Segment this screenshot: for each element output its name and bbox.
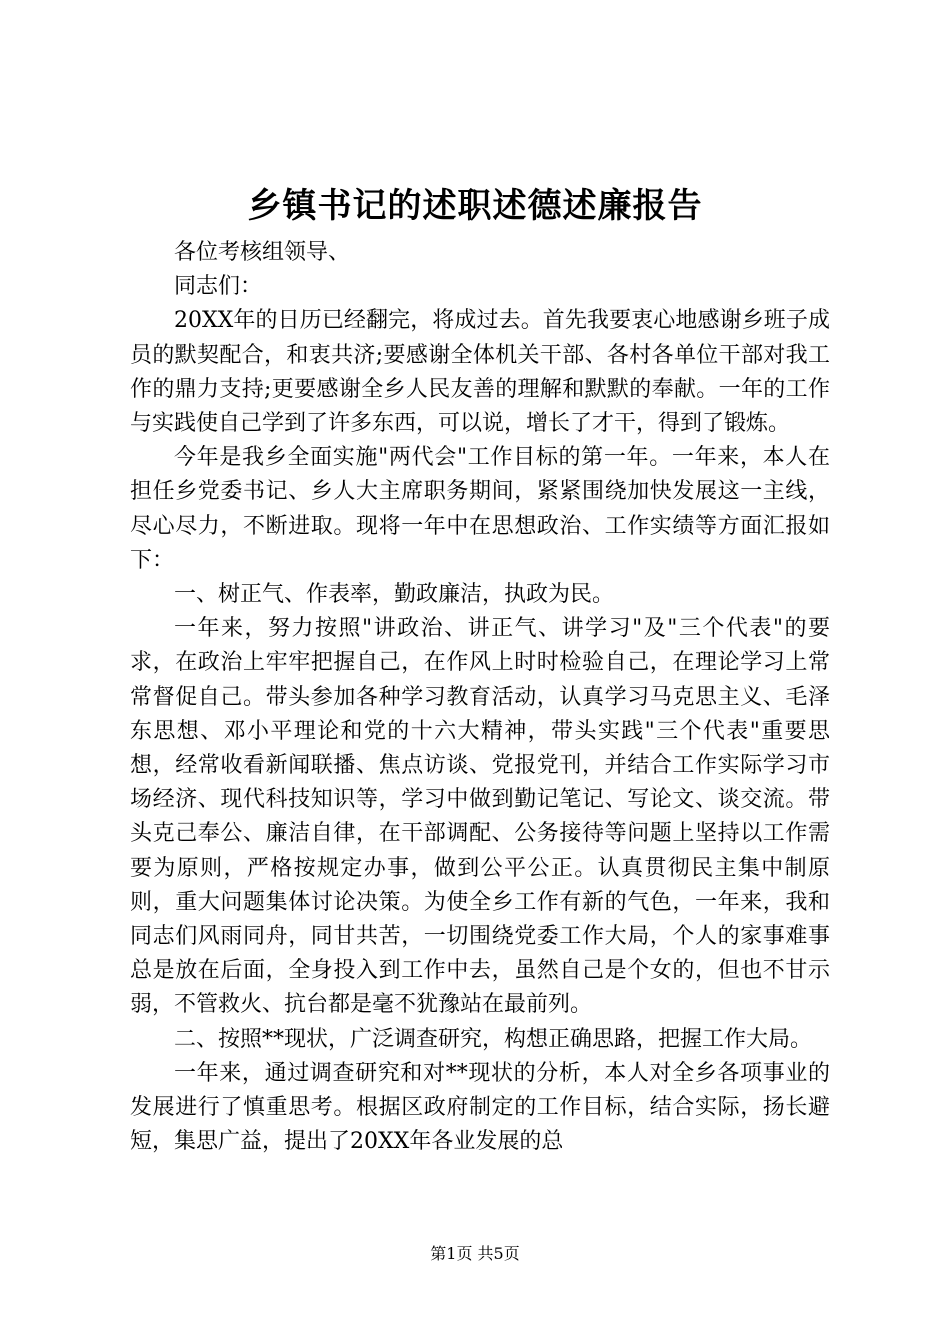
section-heading-2: 二、按照**现状，广泛调查研究，构想正确思路，把握工作大局。 xyxy=(174,1026,813,1052)
document-body xyxy=(130,236,830,1159)
page-number-footer: 第1页 共5页 xyxy=(430,1244,520,1263)
salutation-line-2: 同志们： xyxy=(174,274,263,300)
paragraph-section-2: 一年来，通过调查研究和对**现状的分析，本人对全乡各项事业的发展进行了慎重思考。根据区政府制定的工作目标，结合实际，扬长避短，集思广益，提出了20XX年各业发展的总 xyxy=(130,1060,830,1155)
salutation-line-1: 各位考核组领导、 xyxy=(174,240,351,265)
paragraph-overview: 今年是我乡全面实施"两代会"工作目标的第一年。一年来，本人在担任乡党委书记、乡人大主席职务期间，紧紧围绕加快发展这一主线，尽心尽力，不断进取。现将一年中在思想政治、工作实绩等方面汇报如下： xyxy=(130,445,830,573)
paragraph-section-1: 一年来，努力按照"讲政治、讲正气、讲学习"及"三个代表"的要求，在政治上牢牢把握自己，在作风上时时检验自己，在理论学习上常常督促自己。带头参加各种学习教育活动，认真学习马克思主义、毛泽东思想、邓小平理论和党的十六大精神，带头实践"三个代表"重要思想，经常收看新闻联播、焦点访谈、党报党刊，并结合工作实际学习市场经济、现代科技知识等，学习中做到勤记笔记、写论文、谈交流。带头克己奉公、廉洁自律，在干部调配、公务接待等问题上坚持以工作需要为原则，严格按规定办事，做到公平公正。认真贯彻民主集中制原则，重大问题集体讨论决策。为使全乡工作有新的气色，一年来，我和同志们风雨同舟，同甘共苦，一切围绕党委工作大局，个人的家事难事总是放在后面，全身投入到工作中去，虽然自己是个女的，但也不甘示弱，不管救火、抗台都是毫不犹豫站在最前列。 xyxy=(130,616,830,1018)
document-title: 乡镇书记的述职述德述廉报告 xyxy=(247,186,703,226)
section-heading-1: 一、树正气、作表率，勤政廉洁，执政为民。 xyxy=(174,582,615,608)
paragraph-intro: 20XX年的日历已经翻完，将成过去。首先我要衷心地感谢乡班子成员的默契配合，和衷共济;要感谢全体机关干部、各村各单位干部对我工作的鼎力支持;更要感谢全乡人民友善的理解和默默的奉献。一年的工作与实践使自己学到了许多东西，可以说，增长了才干，得到了锻炼。 xyxy=(130,308,830,437)
